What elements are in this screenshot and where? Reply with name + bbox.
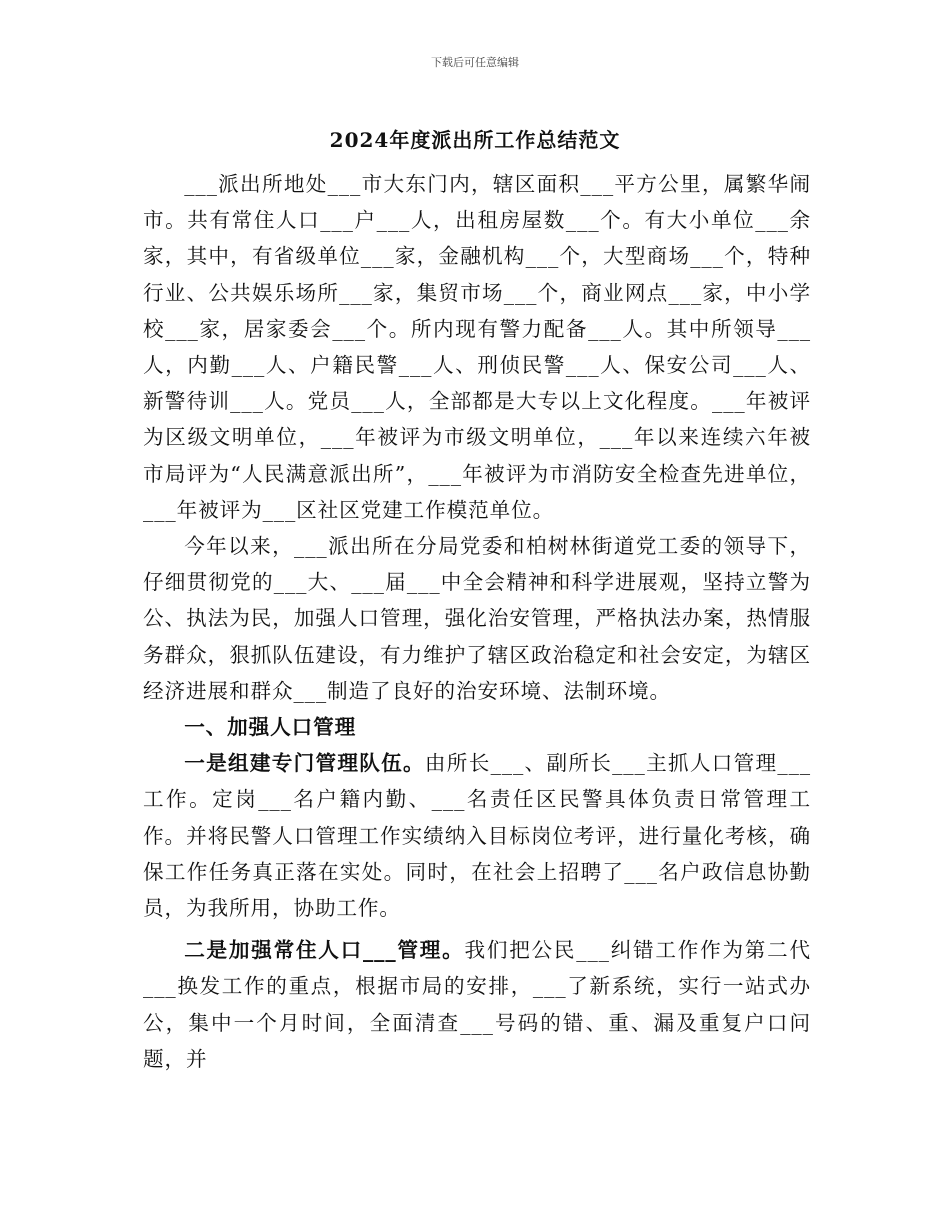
item-lead: 二是加强常住人口___管理。: [184, 938, 465, 963]
item-lead: 一是组建专门管理队伍。: [184, 751, 425, 776]
document-body: [143, 166, 811, 1077]
document-title: 2024年度派出所工作总结范文: [329, 128, 621, 152]
item-text: 我们把公民___纠错工作作为第二代___换发工作的重点，根据市局的安排，___了新系统，实行一站式办公，集中一个月时间，全面清查___号码的错、重、漏及重复户口问题，并: [143, 938, 811, 1071]
overview-paragraph: 今年以来，___派出所在分局党委和柏树林街道党工委的领导下，仔细贯彻党的___大、___届___中全会精神和科学进展观，坚持立警为公、执法为民，加强人口管理，强化治安管理，严格执法办案，热情服务群众，狠抓队伍建设，有力维护了辖区政治稳定和社会安定，为辖区经济进展和群众___制造了良好的治安环境、法制环境。: [143, 534, 811, 703]
page-header: 下载后可任意编辑: [431, 56, 519, 69]
item-text: 由所长___、副所长___主抓人口管理___工作。定岗___名户籍内勤、___名责任区民警具体负责日常管理工作。并将民警人口管理工作实绩纳入目标岗位考评，进行量化考核，确保工作任务真正落在实处。同时，在社会上招聘了___名户政信息协勤员，为我所用，协助工作。: [143, 751, 811, 921]
section-item-2: [143, 932, 811, 1077]
intro-paragraph: ___派出所地处___市大东门内，辖区面积___平方公里，属繁华闹市。共有常住人口___户___人，出租房屋数___个。有大小单位___余家，其中，有省级单位___家，金融机构___个，大型商场___个，特种行业、公共娱乐场所___家，集贸市场___个，商业网点___家，中小学校___家，居家委会___个。所内现有警力配备___人。其中所领导___人，内勤___人、户籍民警___人、刑侦民警___人、保安公司___人、新警待训___人。党员___人，全部都是大专以上文化程度。___年被评为区级文明单位，___年被评为市级文明单位，___年以来连续六年被市局评为“人民满意派出所”，___年被评为市消防安全检查先进单位，___年被评为___区社区党建工作模范单位。: [143, 172, 811, 522]
section-heading: 一、加强人口管理: [184, 715, 357, 740]
section-item-1: [143, 745, 811, 926]
